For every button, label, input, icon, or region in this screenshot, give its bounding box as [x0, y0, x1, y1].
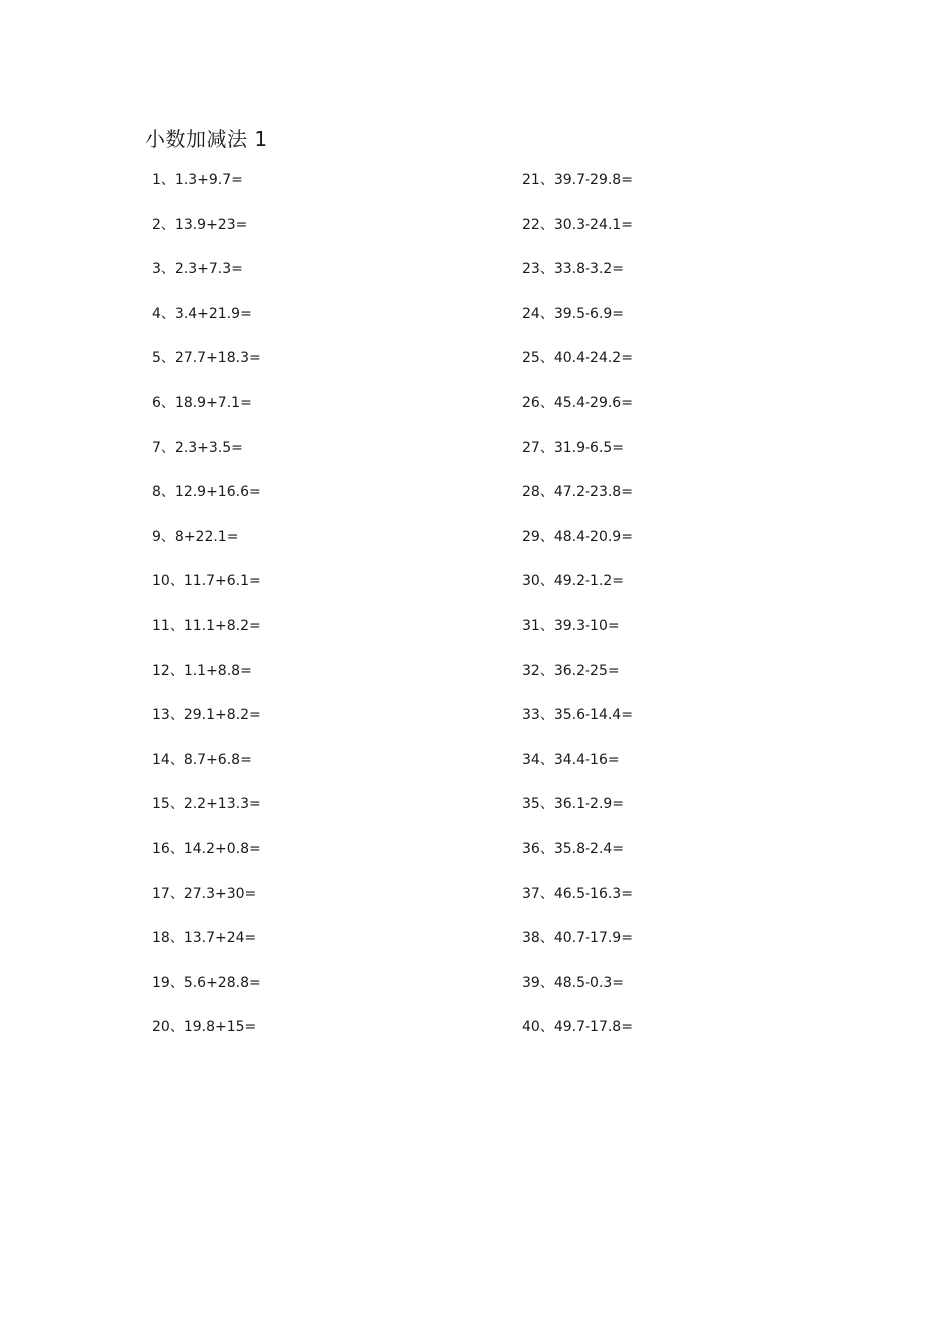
problem-item: 24、39.5-6.9=: [522, 305, 625, 322]
problem-item: 10、11.7+6.1=: [152, 573, 261, 590]
problem-item: 13、29.1+8.2=: [152, 707, 261, 724]
problem-item: 8、12.9+16.6=: [152, 484, 261, 501]
problem-item: 5、27.7+18.3=: [152, 350, 261, 367]
problem-item: 16、14.2+0.8=: [152, 840, 261, 857]
problem-item: 32、36.2-25=: [522, 662, 620, 679]
problem-item: 33、35.6-14.4=: [522, 707, 633, 724]
problem-item: 38、40.7-17.9=: [522, 930, 633, 947]
problem-item: 3、2.3+7.3=: [152, 261, 243, 278]
problem-item: 25、40.4-24.2=: [522, 350, 633, 367]
problem-item: 17、27.3+30=: [152, 885, 257, 902]
problem-item: 40、49.7-17.8=: [522, 1019, 633, 1036]
problem-item: 39、48.5-0.3=: [522, 974, 625, 991]
problem-item: 20、19.8+15=: [152, 1019, 257, 1036]
page-title: 小数加减法 1: [145, 127, 268, 151]
problem-item: 35、36.1-2.9=: [522, 796, 625, 813]
problem-item: 6、18.9+7.1=: [152, 394, 252, 411]
problem-item: 18、13.7+24=: [152, 930, 257, 947]
problem-item: 37、46.5-16.3=: [522, 885, 633, 902]
problem-item: 23、33.8-3.2=: [522, 261, 625, 278]
problem-item: 29、48.4-20.9=: [522, 528, 633, 545]
problem-column-right: [522, 166, 862, 1058]
problem-item: 2、13.9+23=: [152, 216, 248, 233]
problem-item: 15、2.2+13.3=: [152, 796, 261, 813]
problem-item: 27、31.9-6.5=: [522, 439, 625, 456]
problem-item: 31、39.3-10=: [522, 617, 620, 634]
problem-item: 34、34.4-16=: [522, 751, 620, 768]
problem-item: 4、3.4+21.9=: [152, 305, 252, 322]
problem-item: 11、11.1+8.2=: [152, 617, 261, 634]
problem-item: 28、47.2-23.8=: [522, 484, 633, 501]
problem-item: 36、35.8-2.4=: [522, 840, 625, 857]
problem-item: 1、1.3+9.7=: [152, 172, 243, 188]
problem-item: 22、30.3-24.1=: [522, 216, 633, 233]
problem-item: 21、39.7-29.8=: [522, 172, 633, 188]
problem-item: 30、49.2-1.2=: [522, 573, 625, 590]
problem-item: 14、8.7+6.8=: [152, 751, 252, 768]
problem-item: 26、45.4-29.6=: [522, 394, 633, 411]
problem-column-left: [152, 166, 492, 1058]
problem-item: 19、5.6+28.8=: [152, 974, 261, 991]
problem-item: 9、8+22.1=: [152, 528, 239, 545]
problem-item: 7、2.3+3.5=: [152, 439, 243, 456]
problem-item: 12、1.1+8.8=: [152, 662, 252, 679]
